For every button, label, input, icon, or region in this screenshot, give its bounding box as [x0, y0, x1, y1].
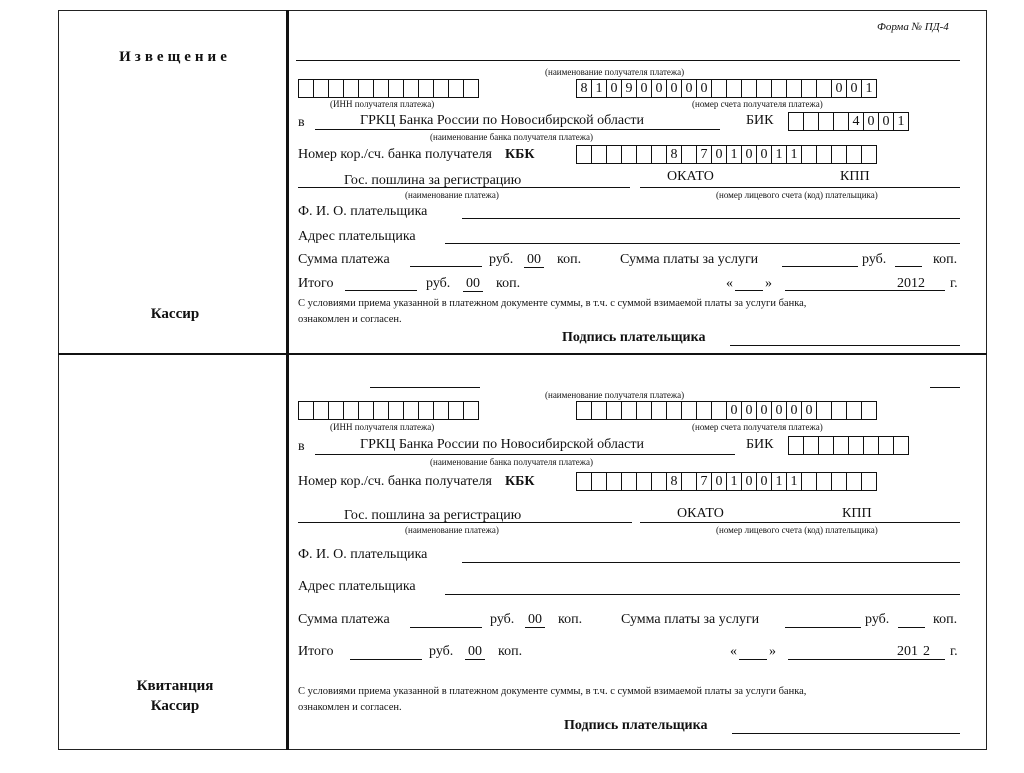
- bottom-payer-name-label: Ф. И. О. плательщика: [298, 547, 428, 562]
- kbk-cells[interactable]: [576, 145, 876, 164]
- account-digit-cell[interactable]: [651, 401, 667, 420]
- bottom-signature-label: Подпись плательщика: [564, 718, 708, 733]
- account-digit-cell[interactable]: [756, 79, 772, 98]
- account-digit-cell[interactable]: 0: [681, 79, 697, 98]
- inn-digit-cell[interactable]: [463, 79, 479, 98]
- bottom-recipient-name-caption: (наименование получателя платежа): [545, 390, 685, 400]
- payer-name-line[interactable]: [462, 218, 960, 219]
- vertical-divider: [286, 10, 289, 750]
- bottom-signature-line[interactable]: [732, 733, 960, 734]
- bottom-payer-name-line[interactable]: [462, 562, 960, 563]
- kbk-digit-cell[interactable]: 1: [771, 145, 787, 164]
- service-fee-kop-line[interactable]: [895, 266, 922, 267]
- okato-label: ОКАТО: [667, 169, 714, 184]
- kbk-digit-cell[interactable]: 7: [696, 145, 712, 164]
- inn-caption: (ИНН получателя платежа): [330, 99, 435, 109]
- account-digit-cell[interactable]: [666, 401, 682, 420]
- kbk-bold-label: КБК: [505, 147, 535, 162]
- kbk-digit-cell[interactable]: 8: [666, 145, 682, 164]
- bottom-date-year-a: 201: [897, 644, 918, 659]
- kbk-digit-cell[interactable]: 1: [726, 472, 742, 491]
- inn-digit-cell[interactable]: [433, 401, 449, 420]
- bottom-payer-address-label: Адрес плательщика: [298, 579, 416, 594]
- bottom-payment-sum-rub-line[interactable]: [410, 627, 482, 628]
- personal-account-caption: (номер лицевого счета (код) плательщика): [716, 190, 878, 200]
- total-rub-line[interactable]: [345, 290, 417, 291]
- kbk-digit-cell[interactable]: 0: [756, 472, 772, 491]
- inn-digit-cell[interactable]: [328, 79, 344, 98]
- inn-digit-cell[interactable]: [298, 79, 314, 98]
- bottom-service-fee-label: Сумма платы за услуги: [621, 612, 760, 627]
- total-kop-label: коп.: [496, 276, 521, 291]
- bik-label: БИК: [746, 113, 774, 128]
- bottom-year-suffix: г.: [950, 644, 958, 659]
- bank-caption: (наименование банка получателя платежа): [430, 132, 593, 142]
- account-caption: (номер счета получателя платежа): [692, 99, 823, 109]
- account-digit-cell[interactable]: [711, 79, 727, 98]
- bottom-bank-name: ГРКЦ Банка России по Новосибирской области: [360, 437, 644, 452]
- kbk-digit-cell[interactable]: [681, 472, 697, 491]
- account-digit-cell[interactable]: 0: [606, 79, 622, 98]
- bottom-kpp-label: КПП: [842, 506, 872, 521]
- inn-digit-cell[interactable]: [448, 401, 464, 420]
- kbk-digit-cell[interactable]: [681, 145, 697, 164]
- bottom-service-fee-kop-line[interactable]: [898, 627, 925, 628]
- kbk-digit-cell[interactable]: 8: [666, 472, 682, 491]
- account-digit-cell[interactable]: [696, 401, 712, 420]
- inn-digit-cell[interactable]: [358, 401, 374, 420]
- bik-digit-cell[interactable]: [803, 436, 819, 455]
- date-year: 2012: [897, 276, 925, 291]
- bottom-total-kop-label: коп.: [498, 644, 523, 659]
- account-digit-cell[interactable]: [741, 79, 757, 98]
- account-digit-cell[interactable]: 0: [666, 79, 682, 98]
- bottom-kbk-bold-label: КБК: [505, 474, 535, 489]
- bottom-terms-line1: С условиями приема указанной в платежном документе суммы, в т.ч. с суммой взимаемой платы за услуги банка,: [298, 686, 807, 697]
- bottom-kbk-label: Номер кор./сч. банка получателя: [298, 474, 492, 489]
- payment-sum-rub-line[interactable]: [410, 266, 482, 267]
- service-rub-label: руб.: [862, 252, 887, 267]
- payer-name-label: Ф. И. О. плательщика: [298, 204, 428, 219]
- kbk-digit-cell[interactable]: [801, 472, 817, 491]
- bottom-service-rub-label: руб.: [865, 612, 890, 627]
- bottom-kop-label: коп.: [558, 612, 583, 627]
- bottom-bank-prefix: в: [298, 439, 305, 454]
- inn-digit-cell[interactable]: [343, 79, 359, 98]
- bottom-date-year-b: 2: [923, 644, 930, 659]
- signature-label: Подпись плательщика: [562, 330, 706, 345]
- bottom-account-cells[interactable]: [576, 401, 876, 420]
- bottom-total-rub-label: руб.: [429, 644, 454, 659]
- bottom-payment-caption: (наименование платежа): [405, 525, 499, 535]
- terms-line1: С условиями приема указанной в платежном документе суммы, в т.ч. с суммой взимаемой платы за услуги банка,: [298, 298, 807, 309]
- bik-cells[interactable]: [788, 112, 908, 131]
- bottom-kbk-cells[interactable]: [576, 472, 876, 491]
- kbk-digit-cell[interactable]: [576, 145, 592, 164]
- bottom-date-day-line[interactable]: [739, 659, 767, 660]
- recipient-name-line[interactable]: [296, 60, 960, 61]
- inn-digit-cell[interactable]: [373, 79, 389, 98]
- inn-digit-cell[interactable]: [463, 401, 479, 420]
- kbk-digit-cell[interactable]: [846, 472, 862, 491]
- bik-digit-cell[interactable]: [833, 436, 849, 455]
- kbk-digit-cell[interactable]: [621, 472, 637, 491]
- kbk-label: Номер кор./сч. банка получателя: [298, 147, 492, 162]
- account-digit-cell[interactable]: 1: [861, 79, 877, 98]
- inn-digit-cell[interactable]: [448, 79, 464, 98]
- account-digit-cell[interactable]: [846, 401, 862, 420]
- account-digit-cell[interactable]: [591, 401, 607, 420]
- bottom-bik-label: БИК: [746, 437, 774, 452]
- bank-name-line: [315, 129, 720, 130]
- kbk-digit-cell[interactable]: [861, 145, 877, 164]
- bottom-bik-cells[interactable]: [788, 436, 908, 455]
- personal-account-line[interactable]: [640, 187, 960, 188]
- kbk-digit-cell[interactable]: [801, 145, 817, 164]
- kbk-digit-cell[interactable]: 1: [786, 145, 802, 164]
- account-cells[interactable]: [576, 79, 876, 98]
- kbk-digit-cell[interactable]: [651, 472, 667, 491]
- kbk-digit-cell[interactable]: 7: [696, 472, 712, 491]
- bottom-payment-sum-label: Сумма платежа: [298, 612, 390, 627]
- form-number: Форма № ПД-4: [877, 21, 949, 33]
- payer-address-line[interactable]: [445, 243, 960, 244]
- account-digit-cell[interactable]: 0: [831, 79, 847, 98]
- account-digit-cell[interactable]: [816, 79, 832, 98]
- account-digit-cell[interactable]: [576, 401, 592, 420]
- kpp-label: КПП: [840, 169, 870, 184]
- account-digit-cell[interactable]: 0: [801, 401, 817, 420]
- kbk-digit-cell[interactable]: 0: [711, 145, 727, 164]
- bottom-okato-label: ОКАТО: [677, 506, 724, 521]
- bottom-terms-line2: ознакомлен и согласен.: [298, 702, 402, 713]
- kbk-digit-cell[interactable]: 0: [741, 145, 757, 164]
- inn-digit-cell[interactable]: [343, 401, 359, 420]
- bottom-bank-name-line: [315, 454, 735, 455]
- total-rub-label: руб.: [426, 276, 451, 291]
- account-digit-cell[interactable]: [831, 401, 847, 420]
- bottom-date-quote-close: »: [769, 644, 776, 659]
- receipt-title: Квитанция: [136, 678, 214, 694]
- bottom-service-fee-rub-line[interactable]: [785, 627, 861, 628]
- bottom-personal-account-caption: (номер лицевого счета (код) плательщика): [716, 525, 878, 535]
- bank-name: ГРКЦ Банка России по Новосибирской области: [360, 113, 644, 128]
- cashier-bottom-label: Кассир: [150, 698, 200, 714]
- account-digit-cell[interactable]: [771, 79, 787, 98]
- account-digit-cell[interactable]: [786, 79, 802, 98]
- inn-digit-cell[interactable]: [388, 401, 404, 420]
- terms-line2: ознакомлен и согласен.: [298, 314, 402, 325]
- payment-sum-label: Сумма платежа: [298, 252, 390, 267]
- cashier-top-label: Кассир: [150, 306, 200, 322]
- bik-digit-cell[interactable]: [803, 112, 819, 131]
- bik-digit-cell[interactable]: [878, 436, 894, 455]
- bank-prefix: в: [298, 115, 305, 130]
- bik-digit-cell[interactable]: [788, 436, 804, 455]
- kbk-digit-cell[interactable]: [831, 145, 847, 164]
- account-digit-cell[interactable]: 0: [636, 79, 652, 98]
- bottom-account-caption: (номер счета получателя платежа): [692, 422, 823, 432]
- inn-digit-cell[interactable]: [418, 401, 434, 420]
- account-digit-cell[interactable]: 8: [576, 79, 592, 98]
- rub-label: руб.: [489, 252, 514, 267]
- date-quote-open: «: [726, 276, 733, 291]
- account-digit-cell[interactable]: [816, 401, 832, 420]
- bottom-date-quote-open: «: [730, 644, 737, 659]
- kbk-digit-cell[interactable]: [831, 472, 847, 491]
- account-digit-cell[interactable]: 9: [621, 79, 637, 98]
- bik-digit-cell[interactable]: [848, 436, 864, 455]
- bik-digit-cell[interactable]: [818, 112, 834, 131]
- kbk-digit-cell[interactable]: [816, 472, 832, 491]
- account-digit-cell[interactable]: 0: [651, 79, 667, 98]
- bottom-recipient-line-b[interactable]: [930, 387, 960, 388]
- account-digit-cell[interactable]: 0: [771, 401, 787, 420]
- inn-digit-cell[interactable]: [388, 79, 404, 98]
- kbk-digit-cell[interactable]: [816, 145, 832, 164]
- bottom-inn-caption: (ИНН получателя платежа): [330, 422, 435, 432]
- service-fee-label: Сумма платы за услуги: [620, 252, 759, 267]
- bik-digit-cell[interactable]: [893, 436, 909, 455]
- account-digit-cell[interactable]: [801, 79, 817, 98]
- notice-title: Извещение: [119, 49, 231, 65]
- service-kop-label: коп.: [933, 252, 958, 267]
- kbk-digit-cell[interactable]: [576, 472, 592, 491]
- kbk-digit-cell[interactable]: 1: [786, 472, 802, 491]
- bottom-payment-name: Гос. пошлина за регистрацию: [344, 508, 522, 523]
- payment-sum-kop[interactable]: 00: [524, 253, 544, 268]
- date-day-line[interactable]: [735, 290, 763, 291]
- bottom-service-kop-label: коп.: [933, 612, 958, 627]
- account-digit-cell[interactable]: 0: [741, 401, 757, 420]
- horizontal-divider: [58, 353, 987, 355]
- bik-digit-cell[interactable]: [818, 436, 834, 455]
- kbk-digit-cell[interactable]: [606, 472, 622, 491]
- bottom-bank-caption: (наименование банка получателя платежа): [430, 457, 593, 467]
- bottom-recipient-line-a[interactable]: [370, 387, 480, 388]
- inn-digit-cell[interactable]: [313, 401, 329, 420]
- kbk-digit-cell[interactable]: [636, 472, 652, 491]
- kbk-digit-cell[interactable]: [621, 145, 637, 164]
- bottom-total-label: Итого: [298, 644, 334, 659]
- bottom-rub-label: руб.: [490, 612, 515, 627]
- inn-cells[interactable]: [298, 79, 478, 98]
- account-digit-cell[interactable]: 1: [591, 79, 607, 98]
- payment-name-line: [298, 187, 630, 188]
- kbk-digit-cell[interactable]: [636, 145, 652, 164]
- account-digit-cell[interactable]: [726, 79, 742, 98]
- account-digit-cell[interactable]: [621, 401, 637, 420]
- payment-name: Гос. пошлина за регистрацию: [344, 173, 522, 188]
- inn-digit-cell[interactable]: [313, 79, 329, 98]
- kbk-digit-cell[interactable]: [846, 145, 862, 164]
- account-digit-cell[interactable]: [681, 401, 697, 420]
- total-label: Итого: [298, 276, 334, 291]
- signature-line[interactable]: [730, 345, 960, 346]
- kbk-digit-cell[interactable]: 1: [726, 145, 742, 164]
- inn-digit-cell[interactable]: [298, 401, 314, 420]
- date-quote-close: »: [765, 276, 772, 291]
- kbk-digit-cell[interactable]: [591, 145, 607, 164]
- kbk-digit-cell[interactable]: 0: [741, 472, 757, 491]
- account-digit-cell[interactable]: [606, 401, 622, 420]
- inn-digit-cell[interactable]: [373, 401, 389, 420]
- kbk-digit-cell[interactable]: 0: [711, 472, 727, 491]
- recipient-name-caption: (наименование получателя платежа): [545, 67, 685, 77]
- bottom-payer-address-line[interactable]: [445, 594, 960, 595]
- kbk-digit-cell[interactable]: 1: [771, 472, 787, 491]
- kbk-digit-cell[interactable]: [591, 472, 607, 491]
- payer-address-label: Адрес плательщика: [298, 229, 416, 244]
- year-suffix: г.: [950, 276, 958, 291]
- bik-digit-cell[interactable]: 0: [863, 112, 879, 131]
- bik-digit-cell[interactable]: [863, 436, 879, 455]
- bottom-total-rub-line[interactable]: [350, 659, 422, 660]
- account-digit-cell[interactable]: [636, 401, 652, 420]
- payment-caption: (наименование платежа): [405, 190, 499, 200]
- inn-digit-cell[interactable]: [358, 79, 374, 98]
- kop-label: коп.: [557, 252, 582, 267]
- inn-digit-cell[interactable]: [433, 79, 449, 98]
- account-digit-cell[interactable]: [711, 401, 727, 420]
- account-digit-cell[interactable]: 0: [786, 401, 802, 420]
- bottom-inn-cells[interactable]: [298, 401, 478, 420]
- bik-digit-cell[interactable]: 0: [878, 112, 894, 131]
- bik-digit-cell[interactable]: [788, 112, 804, 131]
- inn-digit-cell[interactable]: [328, 401, 344, 420]
- bottom-date-month-line[interactable]: [788, 659, 945, 660]
- kbk-digit-cell[interactable]: [861, 472, 877, 491]
- service-fee-rub-line[interactable]: [782, 266, 858, 267]
- account-digit-cell[interactable]: 0: [756, 401, 772, 420]
- total-kop[interactable]: 00: [463, 277, 483, 292]
- account-digit-cell[interactable]: 0: [846, 79, 862, 98]
- kbk-digit-cell[interactable]: 0: [756, 145, 772, 164]
- bik-digit-cell[interactable]: 4: [848, 112, 864, 131]
- account-digit-cell[interactable]: 0: [726, 401, 742, 420]
- kbk-digit-cell[interactable]: [651, 145, 667, 164]
- account-digit-cell[interactable]: [861, 401, 877, 420]
- account-digit-cell[interactable]: 0: [696, 79, 712, 98]
- bik-digit-cell[interactable]: 1: [893, 112, 909, 131]
- inn-digit-cell[interactable]: [403, 79, 419, 98]
- bik-digit-cell[interactable]: [833, 112, 849, 131]
- bottom-personal-account-line[interactable]: [640, 522, 960, 523]
- bottom-payment-sum-kop[interactable]: 00: [525, 613, 545, 628]
- inn-digit-cell[interactable]: [403, 401, 419, 420]
- bottom-total-kop[interactable]: 00: [465, 645, 485, 660]
- bottom-payment-name-line: [298, 522, 632, 523]
- inn-digit-cell[interactable]: [418, 79, 434, 98]
- kbk-digit-cell[interactable]: [606, 145, 622, 164]
